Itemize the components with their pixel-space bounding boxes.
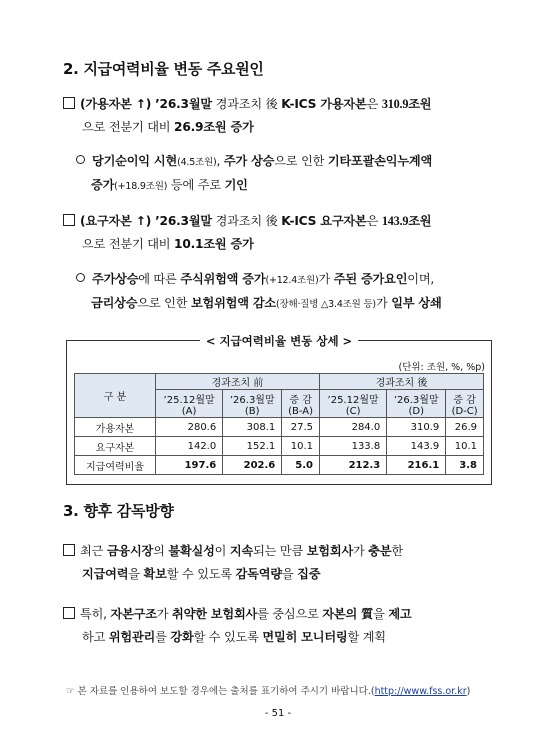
column-label-header: 구 분 <box>75 374 156 418</box>
bullet-required-capital-reason: 주가상승에 따른 주식위험액 증가(+12.4조원)가 주된 증가요인이며, 금리상승으로 인한 보험위험액 감소(장해·질병 △3.4조원 등)가 일부 상쇄 <box>76 268 506 316</box>
row-label: 요구자본 <box>75 437 156 456</box>
table-cell: 202.6 <box>223 456 282 475</box>
checkbox-square-icon <box>63 544 75 556</box>
table-body <box>75 418 484 475</box>
sub-header-cell: ’26.3월말 (D) <box>387 390 446 418</box>
table-row <box>75 437 484 456</box>
group-header-after: 경과조치 後 <box>319 374 483 390</box>
table-cell: 308.1 <box>223 418 282 437</box>
citation-note: ☞ 본 자료를 인용하여 보도할 경우에는 출처를 표기하여 주시기 바랍니다.(http://www.fss.or.kr) <box>66 686 471 697</box>
solvency-table <box>74 373 484 475</box>
checkbox-square-icon <box>63 97 75 109</box>
table-cell: 143.9 <box>387 437 446 456</box>
group-header-before: 경과조치 前 <box>156 374 320 390</box>
paragraph-supervision-focus: 최근 금융시장의 불확실성이 지속되는 만큼 보험회사가 충분한 지급여력을 확보할 수 있도록 감독역량을 집중 <box>63 540 513 586</box>
section-2-title: 2. 지급여력비율 변동 주요원인 <box>63 60 264 78</box>
sub-header-cell: ’26.3월말 (B) <box>223 390 282 418</box>
table-cell: 27.5 <box>282 418 320 437</box>
checkbox-square-icon <box>63 214 75 226</box>
table-cell: 216.1 <box>387 456 446 475</box>
section-3-title: 3. 향후 감독방향 <box>63 502 174 520</box>
circle-bullet-icon <box>76 155 85 164</box>
row-label: 지급여력비율 <box>75 456 156 475</box>
table-row <box>75 456 484 475</box>
table-cell: 133.8 <box>319 437 386 456</box>
table-cell: 152.1 <box>223 437 282 456</box>
fss-website-link[interactable]: http://www.fss.or.kr <box>374 686 467 697</box>
table-cell: 10.1 <box>282 437 320 456</box>
checkbox-square-icon <box>63 607 75 619</box>
sub-header-cell: ’25.12월말 (C) <box>319 390 386 418</box>
sub-header-cell: ’25.12월말 (A) <box>156 390 223 418</box>
table-cell: 310.9 <box>387 418 446 437</box>
table-cell: 212.3 <box>319 456 386 475</box>
table-cell: 5.0 <box>282 456 320 475</box>
table-cell: 284.0 <box>319 418 386 437</box>
page-number: - 51 - <box>264 708 292 719</box>
table-unit: (단위: 조원, %, %p) <box>398 362 485 373</box>
table-title: < 지급여력비율 변동 상세 > <box>200 334 358 348</box>
paragraph-monitoring-plan: 특히, 자본구조가 취약한 보험회사를 중심으로 자본의 質을 제고 하고 위험관리를 강화할 수 있도록 면밀히 모니터링할 계획 <box>63 603 513 649</box>
solvency-detail-box <box>66 334 492 485</box>
table-cell: 10.1 <box>446 437 484 456</box>
table-cell: 142.0 <box>156 437 223 456</box>
table-cell: 197.6 <box>156 456 223 475</box>
sub-header-cell: 증 감 (D-C) <box>446 390 484 418</box>
paragraph-available-capital: (가용자본 ↑) ’26.3월말 경과조치 後 K-ICS 가용자본은 310.9조원 으로 전분기 대비 26.9조원 증가 <box>63 93 503 139</box>
table-row <box>75 418 484 437</box>
sub-header-cell: 증 감 (B-A) <box>282 390 320 418</box>
circle-bullet-icon <box>76 273 85 282</box>
paragraph-required-capital: (요구자본 ↑) ’26.3월말 경과조치 後 K-ICS 요구자본은 143.9조원 으로 전분기 대비 10.1조원 증가 <box>63 210 503 256</box>
bullet-available-capital-reason: 당기순이익 시현(4.5조원), 주가 상승으로 인한 기타포괄손익누계액 증가(+18.9조원) 등에 주로 기인 <box>76 150 506 198</box>
table-cell: 280.6 <box>156 418 223 437</box>
table-cell: 3.8 <box>446 456 484 475</box>
table-cell: 26.9 <box>446 418 484 437</box>
row-label: 가용자본 <box>75 418 156 437</box>
